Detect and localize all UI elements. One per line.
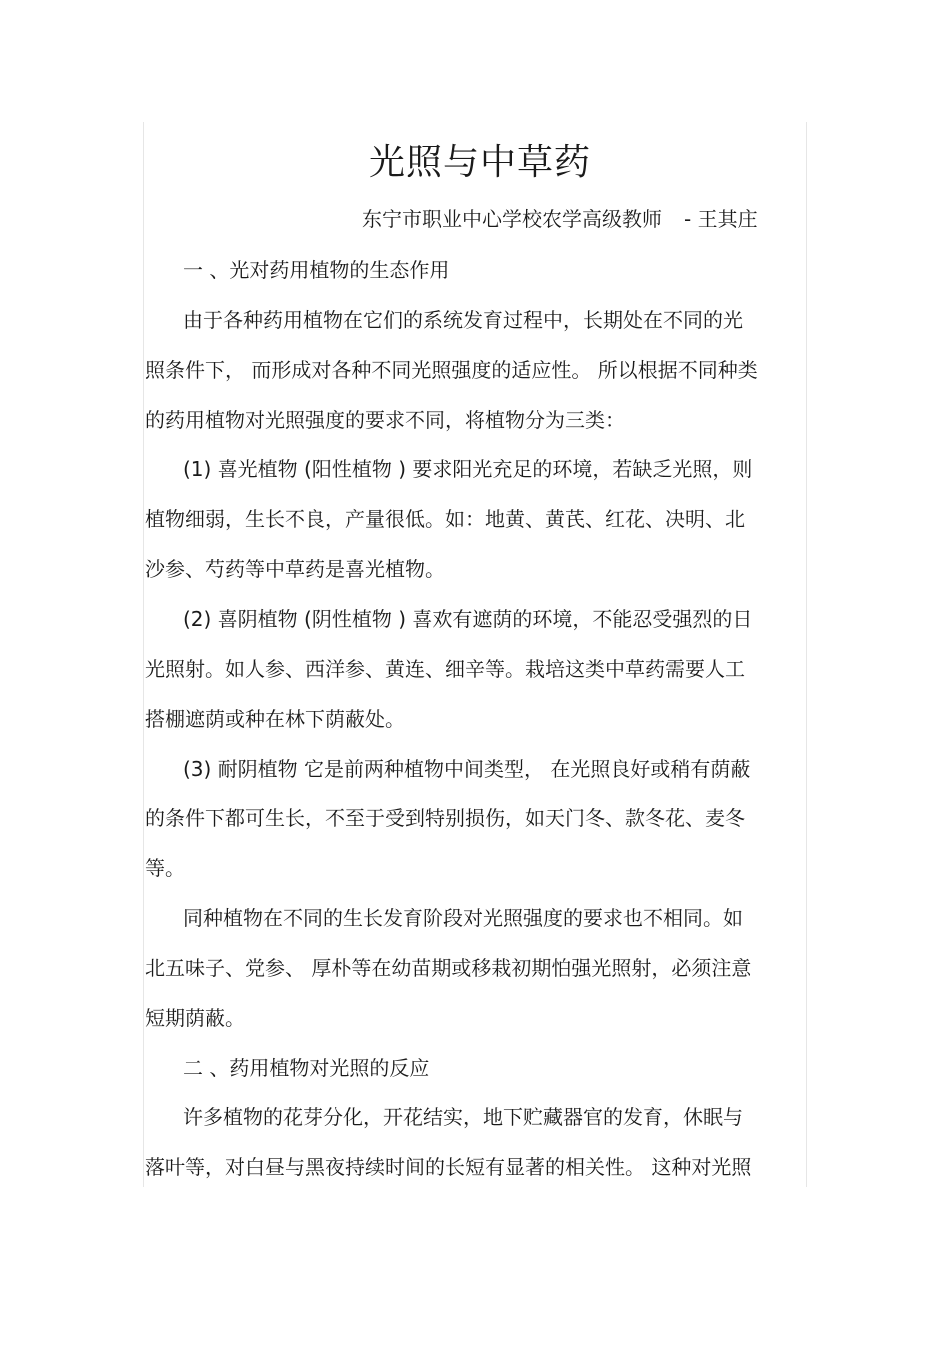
- text-line: 许多植物的花芽分化，开花结实，地下贮藏器官的发育，休眠与: [183, 1105, 743, 1129]
- author: - 王其庄: [684, 207, 758, 231]
- text-line: 沙参、芍药等中草药是喜光植物。: [145, 557, 445, 581]
- byline: [362, 204, 758, 234]
- text-line: (3) 耐阴植物 它是前两种植物中间类型， 在光照良好或稍有荫蔽: [183, 757, 751, 781]
- text-line: 搭棚遮荫或种在林下荫蔽处。: [145, 707, 405, 731]
- text-line: (2) 喜阴植物 (阴性植物 ) 喜欢有遮荫的环境，不能忍受强烈的日: [183, 607, 753, 631]
- text-line: 的药用植物对光照强度的要求不同，将植物分为三类：: [145, 408, 625, 432]
- text-line: 北五味子、党参、 厚朴等在幼苗期或移栽初期怕强光照射，必须注意: [145, 956, 752, 980]
- text-line: 落叶等，对白昼与黑夜持续时间的长短有显著的相关性。 这种对光照: [145, 1155, 752, 1179]
- text-line: 等。: [145, 856, 185, 880]
- text-line: 的条件下都可生长，不至于受到特别损伤，如天门冬、款冬花、麦冬: [145, 806, 745, 830]
- document-title: 光照与中草药: [368, 142, 591, 183]
- text-line: 植物细弱，生长不良，产量很低。如：地黄、黄芪、红花、决明、北: [145, 507, 745, 531]
- text-line: (1) 喜光植物 (阳性植物 ) 要求阳光充足的环境，若缺乏光照，则: [183, 457, 753, 481]
- text-line: 由于各种药用植物在它们的系统发育过程中，长期处在不同的光: [183, 308, 743, 332]
- section-heading-1: 一 、光对药用植物的生态作用: [183, 258, 450, 282]
- text-line: 同种植物在不同的生长发育阶段对光照强度的要求也不相同。如: [183, 906, 743, 930]
- affiliation: 东宁市职业中心学校农学高级教师: [362, 207, 662, 231]
- text-line: 光照射。如人参、西洋参、黄连、细辛等。栽培这类中草药需要人工: [145, 657, 745, 681]
- text-line: 短期荫蔽。: [145, 1006, 245, 1030]
- text-line: 照条件下， 而形成对各种不同光照强度的适应性。 所以根据不同种类: [145, 358, 758, 382]
- section-heading-2: 二 、药用植物对光照的反应: [183, 1056, 430, 1080]
